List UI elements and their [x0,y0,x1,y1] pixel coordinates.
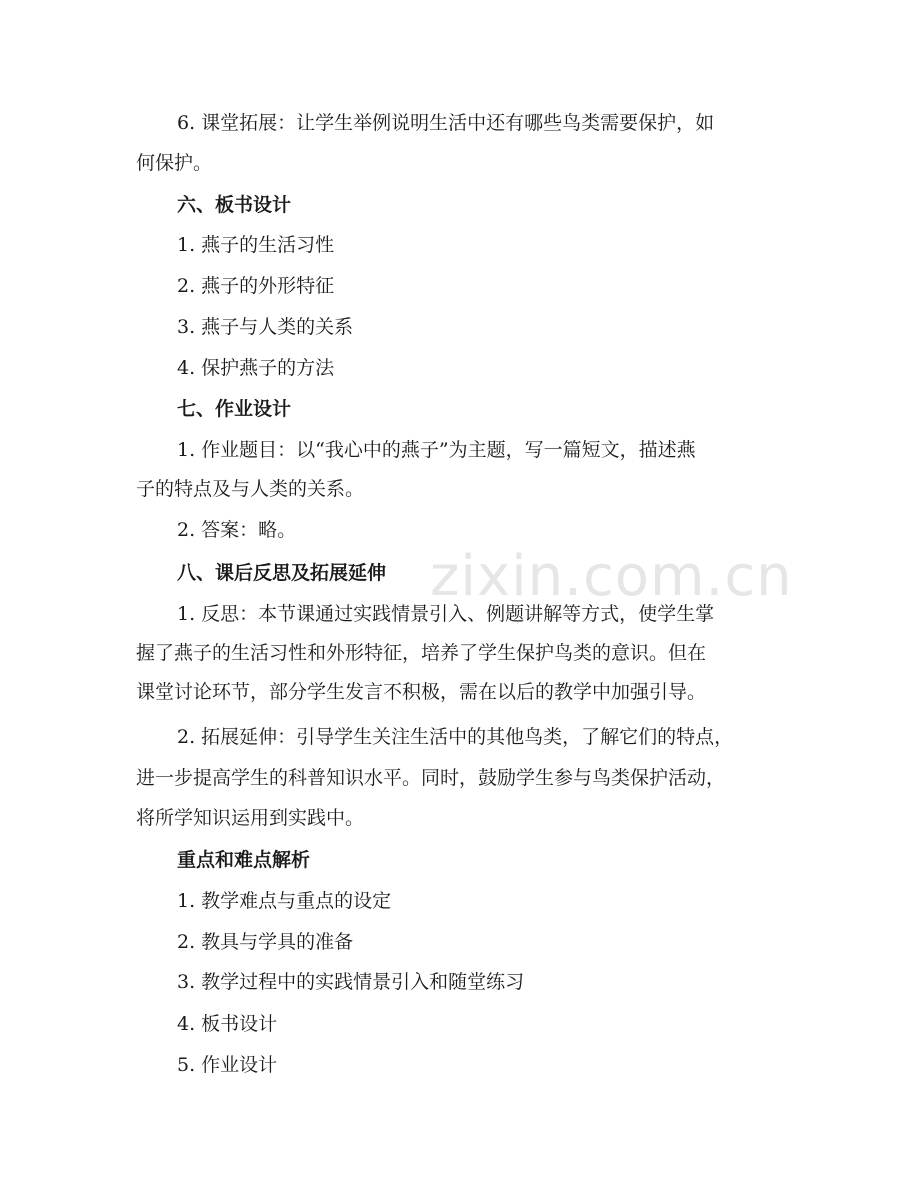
list-item: 1. 教学难点与重点的设定 [177,890,392,912]
paragraph-line: 将所学知识运用到实践中。 [136,807,365,829]
section-heading: 八、课后反思及拓展延伸 [177,562,387,584]
list-item: 2. 教具与学具的准备 [177,931,354,953]
section-heading: 六、板书设计 [177,194,292,216]
paragraph-line: 2. 拓展延伸：引导学生关注生活中的其他鸟类，了解它们的特点， [177,726,734,748]
list-item: 2. 燕子的外形特征 [177,275,335,297]
paragraph-line: 进一步提高学生的科普知识水平。同时，鼓励学生参与鸟类保护活动， [136,767,726,789]
paragraph-line: 课堂讨论环节，部分学生发言不积极，需在以后的教学中加强引导。 [136,681,707,703]
list-item: 5. 作业设计 [177,1054,278,1076]
list-item: 1. 燕子的生活习性 [177,234,335,256]
section-heading: 重点和难点解析 [177,849,311,871]
paragraph-line: 握了燕子的生活习性和外形特征，培养了学生保护鸟类的意识。但在 [136,642,707,664]
list-item: 4. 保护燕子的方法 [177,357,335,379]
list-item: 3. 燕子与人类的关系 [177,316,354,338]
paragraph-line: 子的特点及与人类的关系。 [136,478,365,500]
paragraph-line: 何保护。 [136,152,213,174]
list-item: 2. 答案：略。 [177,519,297,541]
paragraph-line: 6. 课堂拓展：让学生举例说明生活中还有哪些鸟类需要保护，如 [177,112,715,134]
paragraph-line: 1. 反思：本节课通过实践情景引入、例题讲解等方式，使学生掌 [177,603,715,625]
paragraph-line: 1. 作业题目：以“我心中的燕子”为主题，写一篇短文，描述燕 [177,439,696,461]
list-item: 3. 教学过程中的实践情景引入和随堂练习 [177,971,525,993]
watermark: zixin.com.cn [430,544,793,609]
list-item: 4. 板书设计 [177,1013,278,1035]
section-heading: 七、作业设计 [177,398,292,420]
